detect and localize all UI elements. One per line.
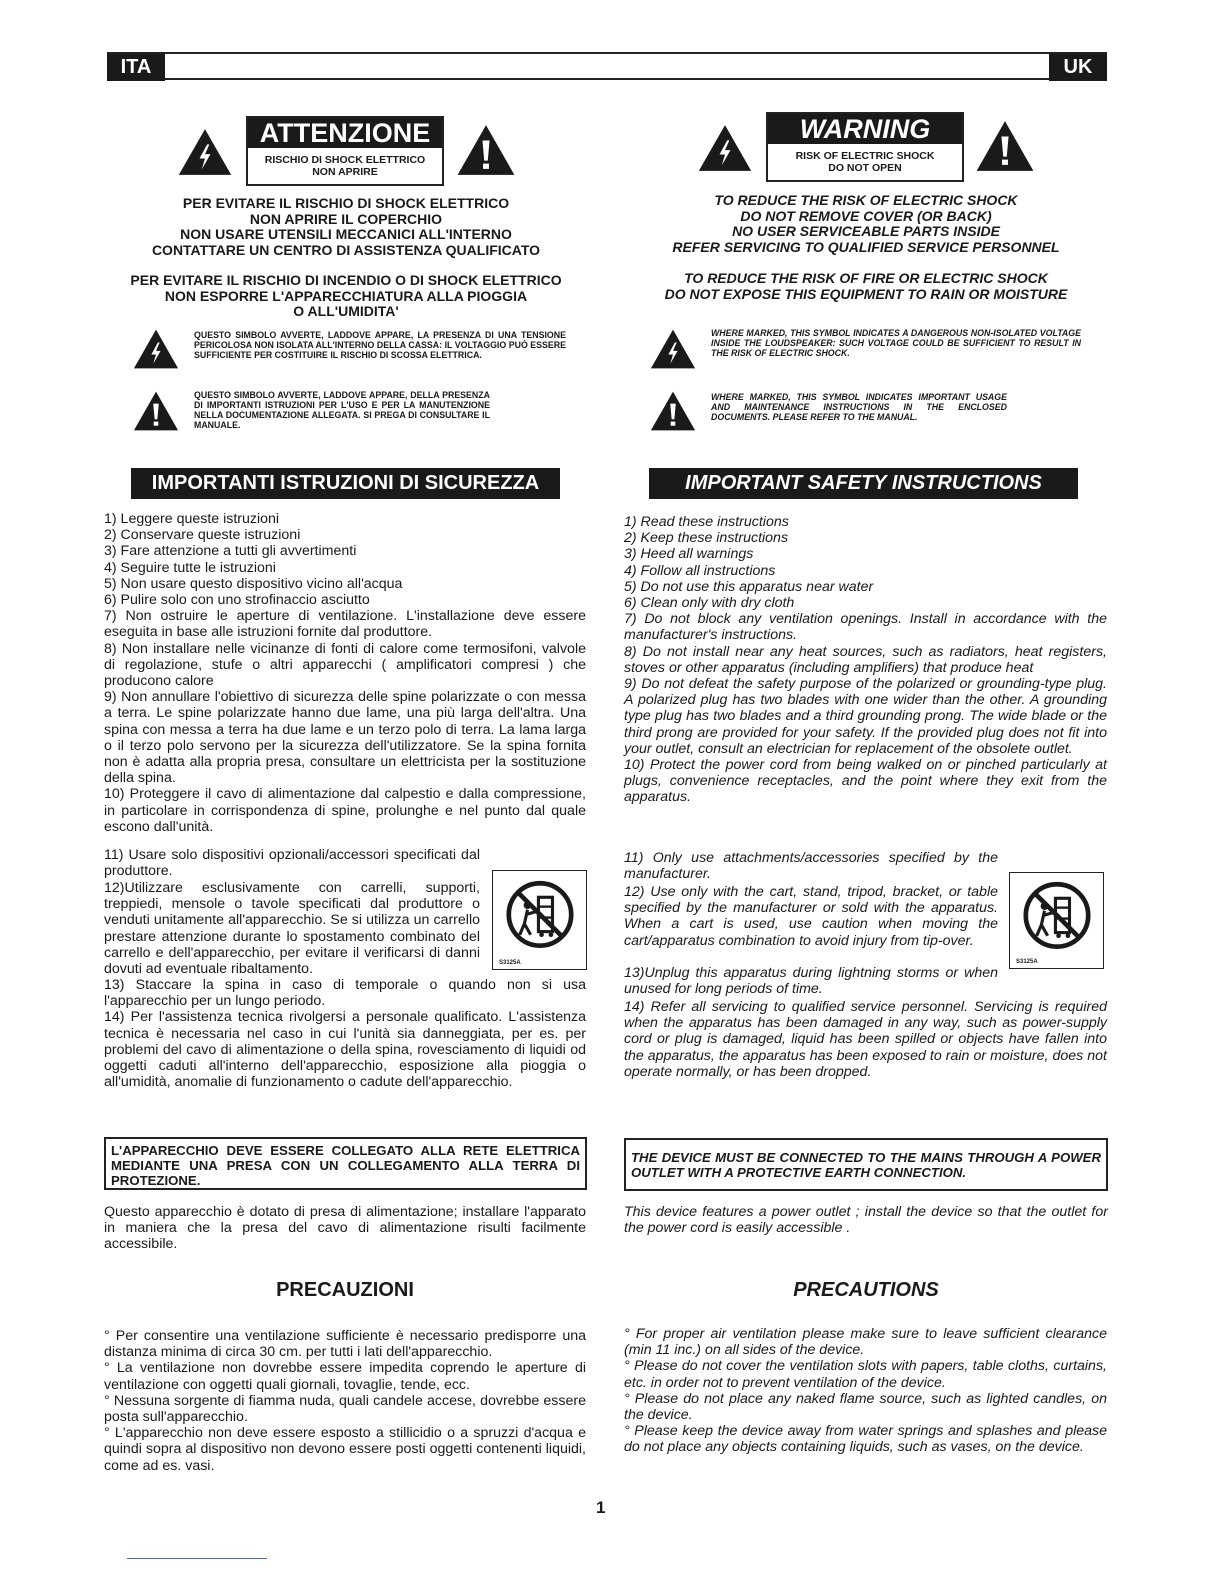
- bolt-warning-icon: [692, 124, 758, 172]
- cart-tipover-icon: [501, 877, 579, 955]
- list-item: ° For proper air ventilation please make sure to leave sufficient clearance (min 11 inc.) on all sides of the device.: [624, 1326, 1107, 1359]
- text-line: PER EVITARE IL RISCHIO DI SHOCK ELETTRICO: [182, 195, 510, 211]
- list-item: 14) Refer all servicing to qualified service personnel. Servicing is required when the apparatus has been damaged in any way, such as power-supply cord or plug is damaged, liquid has been spilled or objects have fallen into the apparatus, the apparatus has been exposed to rain or moisture, does not operate normally, or has been dropped.: [624, 999, 1107, 1080]
- figure-code: S3125A: [1016, 959, 1038, 965]
- precautions-heading: PRECAUZIONI: [276, 1279, 414, 1301]
- text-line: NO USER SERVICEABLE PARTS INSIDE: [732, 223, 1000, 239]
- list-item: 3) Fare attenzione a tutti gli avvertimenti: [104, 543, 357, 560]
- bolt-warning-icon: [133, 328, 179, 370]
- list-item: 7) Do not block any ventilation openings. Install in accordance with the manufacturer's instructions.: [624, 611, 1107, 644]
- list-item: 6) Clean only with dry cloth: [624, 595, 795, 612]
- text-line: DO NOT EXPOSE THIS EQUIPMENT TO RAIN OR MOISTURE: [664, 285, 1068, 302]
- bolt-symbol-explanation: WHERE MARKED, THIS SYMBOL INDICATES A DANGEROUS NON-ISOLATED VOLTAGE INSIDE THE LOUDSPEAKER: SUCH VOLTAGE COULD BE SUFFICIENT TO RESULT IN THE RISK OF ELECTRIC SHOCK.: [711, 328, 1081, 358]
- safety-instructions-heading: IMPORTANT SAFETY INSTRUCTIONS: [649, 468, 1078, 499]
- list-item: ° Nessuna sorgente di fiamma nuda, quali candele accese, dovrebbe essere posta sull'apparecchio.: [104, 1392, 586, 1426]
- text-line: PER EVITARE IL RISCHIO DI INCENDIO O DI SHOCK ELETTRICO: [130, 272, 562, 288]
- list-item: 5) Non usare questo dispositivo vicino all'acqua: [104, 575, 403, 592]
- header-rule: [107, 52, 1107, 80]
- power-outlet-text: Questo apparecchio è dotato di presa di alimentazione; installare l'apparato in maniera che la presa del cavo di alimentazione risulti facilmente accessibile.: [104, 1204, 586, 1253]
- page-number: 1: [596, 1498, 606, 1517]
- list-item: 11) Usare solo dispositivi opzionali/accessori specificati dal produttore.: [104, 847, 480, 880]
- list-item: 2) Conservare queste istruzioni: [104, 527, 301, 544]
- list-item: ° Please do not cover the ventilation slots with papers, table cloths, curtains, etc. in order not to prevent ventilation of the device.: [624, 1358, 1107, 1391]
- label-line: RISCHIO DI SHOCK ELETTRICO: [264, 154, 426, 166]
- list-item: 9) Non annullare l'obiettivo di sicurezza delle spine polarizzate o con messa a terra. Le spine polarizzate hanno due lame, una più larga dell'altra. Una spina con messa a terra ha due lame e un terzo polo di terra. La lama larga o il terzo polo servono per la sicurezza dell'utilizzatore. Se la spina fornita non è adatta alla propria presa, consultare un elettricista per la sostituzione della spina.: [104, 689, 586, 787]
- shock-warning-text: [626, 193, 1106, 255]
- list-item: ° La ventilazione non dovrebbe essere impedita coprendo le aperture di ventilazione con oggetti quali giornali, tovaglie, tende, ecc.: [104, 1360, 586, 1393]
- list-item: 7) Non ostruire le aperture di ventilazione. L'installazione deve essere eseguita in base alle istruzioni fornite dal produttore.: [104, 608, 586, 641]
- list-item: 8) Do not install near any heat sources, such as radiators, heat registers, stoves or other apparatus (including amplifiers) that produce heat: [624, 643, 1107, 676]
- bolt-warning-icon: [650, 328, 696, 370]
- precautions-heading: PRECAUTIONS: [793, 1279, 939, 1301]
- text-line: O ALL'UMIDITA': [293, 303, 399, 319]
- list-item: 3) Heed all warnings: [624, 546, 754, 563]
- list-item: 8) Non installare nelle vicinanze di fonti di calore come termosifoni, valvole di regolazione, stufe o altri apparecchi ( amplificatori compresi ) che producono calore: [104, 640, 586, 690]
- text-line: REFER SERVICING TO QUALIFIED SERVICE PERSONNEL: [672, 238, 1060, 255]
- list-item: 10) Protect the power cord from being walked on or pinched particularly at plugs, convenience receptacles, and the point where they exit from the apparatus.: [624, 757, 1107, 806]
- precautions-list: [104, 1328, 586, 1474]
- language-tag-uk: UK: [1049, 54, 1107, 81]
- list-item: 10) Proteggere il cavo di alimentazione dal calpestio e dalla compressione, in particolare in corrispondenza di spine, prolunghe e nel punto dal quale escono dall'unità.: [104, 786, 586, 835]
- text-line: TO REDUCE THE RISK OF ELECTRIC SHOCK: [714, 192, 1018, 208]
- exclamation-symbol-explanation: WHERE MARKED, THIS SYMBOL INDICATES IMPORTANT USAGE AND MAINTENANCE INSTRUCTIONS IN THE ENCLOSED DOCUMENTS. PLEASE REFER TO THE MANUAL.: [711, 392, 1007, 422]
- warning-label: [766, 112, 964, 182]
- list-item: 1) Leggere queste istruzioni: [104, 511, 280, 527]
- list-item: 6) Pulire solo con uno strofinaccio asciutto: [104, 592, 370, 609]
- label-title: ATTENZIONE: [248, 118, 442, 148]
- list-item: 14) Per l'assistenza tecnica rivolgersi a personale qualificato. L'assistenza tecnica è necessaria nel caso in cui l'unità sia danneggiata, per es. per problemi del cavo di alimentazione o della spina, rovesciamento di liquidi od oggetti caduti all'interno dell'apparecchio, esposizione alla pioggia o all'umidità, anomalie di funzionamento o cadute dell'apparecchio.: [104, 1009, 586, 1091]
- earth-connection-notice: THE DEVICE MUST BE CONNECTED TO THE MAINS THROUGH A POWER OUTLET WITH A PROTECTIVE EARTH CONNECTION.: [624, 1138, 1108, 1191]
- earth-connection-notice: L'APPARECCHIO DEVE ESSERE COLLEGATO ALLA RETE ELETTRICA MEDIANTE UNA PRESA CON UN COLLEGAMENTO ALLA TERRA DI PROTEZIONE.: [104, 1137, 587, 1190]
- safety-instructions-list: [104, 511, 586, 835]
- label-title: WARNING: [768, 114, 962, 144]
- label-line: DO NOT OPEN: [828, 162, 902, 174]
- text-line: TO REDUCE THE RISK OF FIRE OR ELECTRIC SHOCK: [684, 270, 1048, 286]
- precautions-list: [624, 1326, 1107, 1456]
- cart-warning-figure: [492, 870, 587, 970]
- list-item: 5) Do not use this apparatus near water: [624, 578, 874, 595]
- list-item: 9) Do not defeat the safety purpose of the polarized or grounding-type plug. A polarized plug has two blades with one wider than the other. A grounding type plug has two blades and a third grounding prong. The wide blade or the third prong are provided for your safety. If the provided plug does not fit into your outlet, consult an electrician for replacement of the obsolete outlet.: [624, 676, 1107, 757]
- power-outlet-text: This device features a power outlet ; install the device so that the outlet for the power cord is easily accessible .: [624, 1204, 1108, 1237]
- shock-warning-text: [107, 196, 585, 258]
- list-item: ° Please do not place any naked flame source, such as lighted candles, on the device.: [624, 1390, 1107, 1424]
- fire-warning-text: [107, 273, 585, 320]
- list-item: 1) Read these instructions: [624, 514, 789, 530]
- list-item: 13)Unplug this apparatus during lightning storms or when unused for long periods of time.: [624, 965, 998, 998]
- figure-code: S3125A: [499, 960, 521, 966]
- label-line: NON APRIRE: [312, 166, 378, 178]
- exclamation-warning-icon: [972, 120, 1038, 172]
- footer-rule: [127, 1558, 267, 1559]
- exclamation-warning-icon: [453, 124, 519, 176]
- text-line: CONTATTARE UN CENTRO DI ASSISTENZA QUALIFICATO: [151, 241, 541, 258]
- list-item: 12)Utilizzare esclusivamente con carrelli, supporti, treppiedi, mensole o tavole specificati dal produttore o venduti unitamente all'apparecchio. Se si utilizza un carrello prestare attenzione durante lo spostamento combinato del carrello e dell'apparecchio, per evitare il verificarsi di danni dovuti ad eventuale ribaltamento.: [104, 880, 480, 978]
- list-item: 4) Follow all instructions: [624, 562, 776, 579]
- text-line: NON ESPORRE L'APPARECCHIATURA ALLA PIOGGIA: [164, 287, 528, 304]
- attenzione-label: [246, 116, 444, 186]
- text-line: DO NOT REMOVE COVER (OR BACK): [740, 207, 992, 224]
- text-line: NON APRIRE IL COPERCHIO: [249, 210, 443, 227]
- list-item: ° Per consentire una ventilazione sufficiente è necessario predisporre una distanza minima di circa 30 cm. per tutti i lati dell'apparecchio.: [104, 1328, 586, 1361]
- list-item: ° L'apparecchio non deve essere esposto a stillicidio o a spruzzi d'acqua e quindi sopra al dispositivo non devono essere posti oggetti contenenti liquidi, come ad es. vasi.: [104, 1425, 586, 1474]
- cart-tipover-icon: [1018, 878, 1096, 956]
- bolt-symbol-explanation: QUESTO SIMBOLO AVVERTE, LADDOVE APPARE, LA PRESENZA DI UNA TENSIONE PERICOLOSA NON ISOLATA ALL'INTERNO DELLA CASSA: IL VOLTAGGIO PUÒ ESSERE SUFFICIENTE PER COSTITUIRE IL RISCHIO DI SCOSSA ELETTRICA.: [194, 330, 566, 360]
- list-item: 11) Only use attachments/accessories specified by the manufacturer.: [624, 850, 998, 883]
- label-line: RISK OF ELECTRIC SHOCK: [795, 150, 935, 162]
- list-item: ° Please keep the device away from water springs and splashes and please do not place any objects containing liquids, such as vases, on the device.: [624, 1423, 1107, 1456]
- fire-warning-text: [626, 271, 1106, 302]
- text-line: NON USARE UTENSILI MECCANICI ALL'INTERNO: [180, 226, 512, 242]
- exclamation-symbol-explanation: QUESTO SIMBOLO AVVERTE, LADDOVE APPARE, DELLA PRESENZA DI IMPORTANTI ISTRUZIONI PER L'USO E PER LA MANUTENZIONE NELLA DOCUMENTAZIONE ALLEGATA. SI PREGA DI CONSULTARE IL MANUALE.: [194, 390, 490, 430]
- list-item: 13) Staccare la spina in caso di temporale o quando non si usa l'apparecchio per un lungo periodo.: [104, 977, 586, 1010]
- list-item: 2) Keep these instructions: [624, 530, 789, 547]
- safety-instructions-list-end: [104, 977, 586, 1090]
- exclamation-warning-icon: [650, 390, 696, 432]
- list-item: 12) Use only with the cart, stand, tripod, bracket, or table specified by the manufacturer or sold with the apparatus. When a cart is used, use caution when moving the cart/apparatus combination to avoid injury from tip-over.: [624, 884, 998, 949]
- safety-instructions-list: [624, 514, 1107, 806]
- cart-warning-figure: [1009, 872, 1104, 969]
- exclamation-warning-icon: [133, 390, 179, 432]
- safety-instructions-heading: IMPORTANTI ISTRUZIONI DI SICUREZZA: [131, 468, 560, 499]
- language-tag-ita: ITA: [107, 54, 165, 81]
- bolt-warning-icon: [172, 128, 238, 176]
- list-item: 4) Seguire tutte le istruzioni: [104, 559, 276, 576]
